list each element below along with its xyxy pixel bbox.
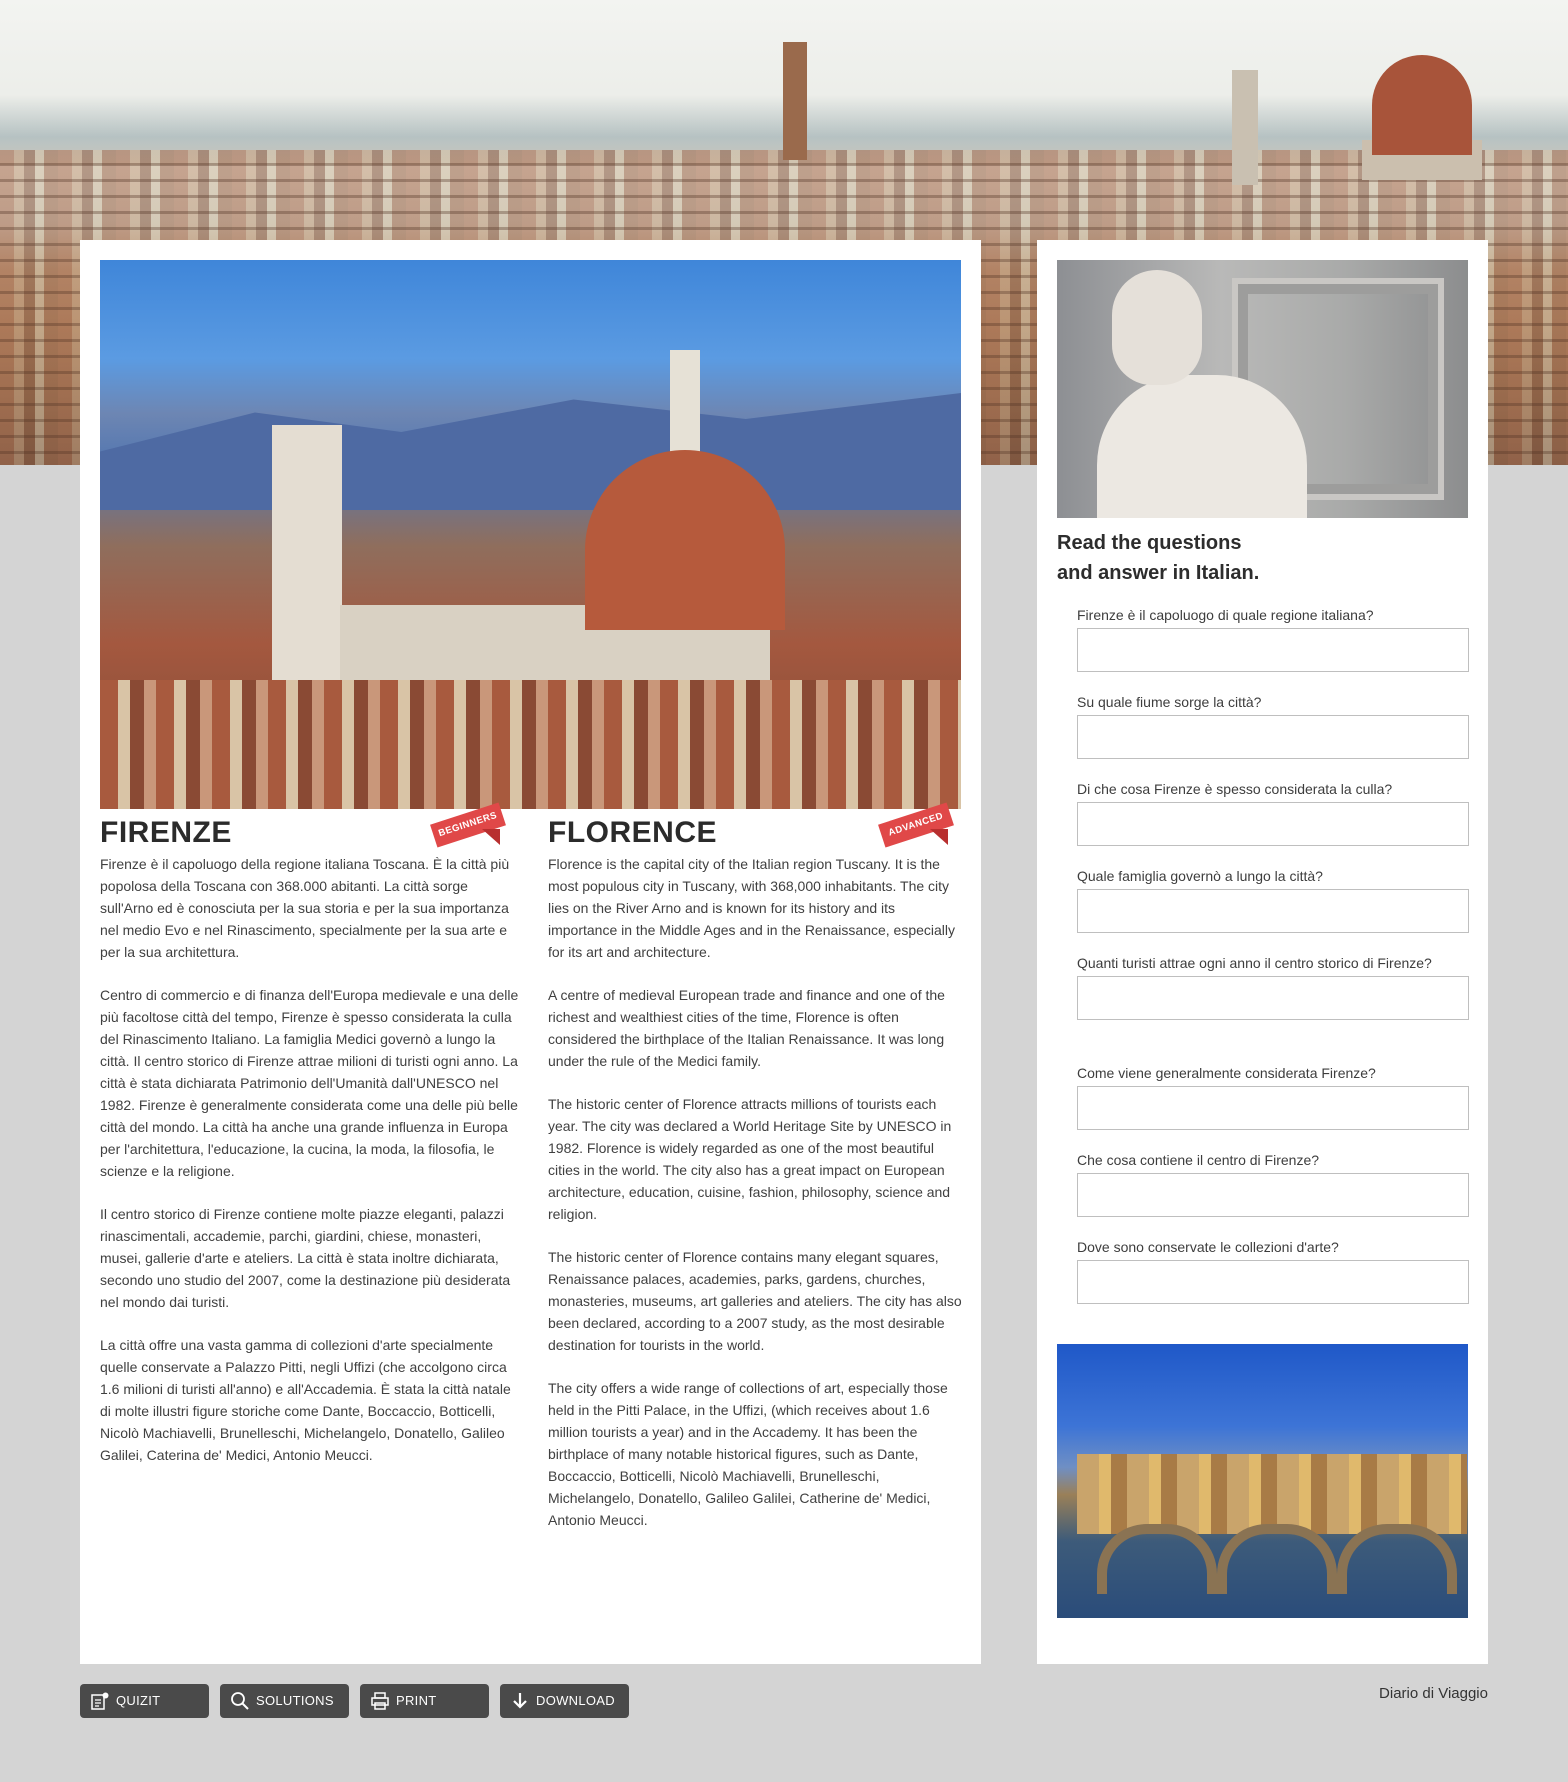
beginners-ribbon-label: BEGINNERS (430, 802, 506, 847)
question-1 (1077, 604, 1467, 672)
quiz-card (1037, 240, 1488, 1664)
question-label: Su quale fiume sorge la città? (1077, 694, 1262, 710)
italian-paragraph: Il centro storico di Firenze contiene molte piazze eleganti, palazzi rinascimentali, accademie, parchi, giardini, chiese, monasteri, musei, gallerie d'arte e ateliers. La città è stata inoltre dichiarata, secondo uno studio del 2007, come la destinazione più desiderata nel mondo dai turisti. (100, 1206, 511, 1310)
english-column (548, 815, 968, 1552)
quiz-title-line2: and answer in Italian. (1057, 562, 1260, 584)
question-label: Quale famiglia governò a lungo la città? (1077, 868, 1323, 884)
english-paragraph: The city offers a wide range of collections of art, especially those held in the Pitti Palace, in the Uffizi, (which receives about 1.6 million tourists a year) and in the Accademy. It has been the birthplace of many notable historical figures, such as Dante, Boccaccio, Botticelli, Nicolò Machiavelli, Brunelleschi, Michelangelo, Donatello, Galileo Galilei, Catherine de' Medici, Antonio Meucci. (548, 1380, 948, 1528)
photo-campanile (272, 425, 342, 690)
quiz-title (1057, 528, 1457, 588)
english-title: FLORENCE (548, 816, 717, 849)
question-label: Come viene generalmente considerata Firenze? (1077, 1065, 1376, 1081)
question-5 (1077, 952, 1467, 1020)
question-label: Che cosa contiene il centro di Firenze? (1077, 1152, 1320, 1168)
english-paragraph: The historic center of Florence attracts millions of tourists each year. The city was declared a World Heritage Site by UNESCO in 1982. Florence is widely regarded as one of the most beautiful cities in the world. The city also has a great impact on European architecture, education, cuisine, fashion, philosophy, science and religion. (548, 1096, 952, 1222)
florence-cathedral-image (100, 260, 961, 809)
ponte-vecchio-image (1057, 1344, 1468, 1618)
answer-input-3[interactable] (1077, 802, 1469, 846)
answer-input-2[interactable] (1077, 715, 1469, 759)
solutions-button-label: SOLUTIONS (256, 1693, 334, 1708)
hero-palazzo-tower (783, 42, 807, 160)
question-3 (1077, 778, 1467, 846)
answer-input-5[interactable] (1077, 976, 1469, 1020)
question-label: Quanti turisti attrae ogni anno il centro storico di Firenze? (1077, 955, 1432, 971)
answer-input-4[interactable] (1077, 889, 1469, 933)
download-arrow-icon (510, 1691, 530, 1711)
answer-input-8[interactable] (1077, 1260, 1469, 1304)
solutions-button[interactable] (220, 1684, 349, 1718)
reading-card (80, 240, 981, 1664)
question-7 (1077, 1149, 1467, 1217)
photo-bridge-arch (1097, 1524, 1217, 1594)
download-button[interactable] (500, 1684, 629, 1718)
question-8 (1077, 1236, 1467, 1304)
hero-bell-tower (1232, 70, 1258, 185)
italian-paragraph: La città offre una vasta gamma di collezioni d'arte specialmente quelle conservate a Palazzo Pitti, negli Uffizi (che accolgono circa 1.6 milioni di turisti all'anno) e all'Accademia. È stata la città natale di molte illustri figure storiche come Dante, Boccaccio, Botticelli, Nicolò Machiavelli, Brunelleschi, Michelangelo, Donatello, Galileo Galilei, Caterina de' Medici, Antonio Meucci. (100, 1337, 511, 1463)
advanced-ribbon-label: ADVANCED (878, 802, 954, 847)
photo-mountains (100, 380, 961, 510)
question-label: Firenze è il capoluogo di quale regione italiana? (1077, 607, 1374, 623)
answer-input-6[interactable] (1077, 1086, 1469, 1130)
print-button[interactable] (360, 1684, 489, 1718)
english-paragraph: Florence is the capital city of the Italian region Tuscany. It is the most populous city in Tuscany, with 368,000 inhabitants. The city lies on the River Arno and is known for its history and its importance in the Middle Ages and in the Renaissance, especially for its art and architecture. (548, 856, 956, 960)
question-label: Di che cosa Firenze è spesso considerata la culla? (1077, 781, 1393, 797)
answer-input-1[interactable] (1077, 628, 1469, 672)
print-button-label: PRINT (396, 1693, 437, 1708)
italian-title: FIRENZE (100, 816, 232, 849)
photo-lantern (670, 350, 700, 460)
quizit-button-label: QUIZIT (116, 1693, 161, 1708)
italian-paragraph: Centro di commercio e di finanza dell'Europa medievale e una delle più facoltose città del tempo, Firenze è spesso considerata la culla del Rinascimento Italiano. La famiglia Medici governò a lungo la città. Il centro storico di Firenze attrae milioni di turisti ogni anno. La città è stata dichiarata Patrimonio dell'Umanità dall'UNESCO nel 1982. Firenze è generalmente considerata come una delle più belle città del mondo. La città ha anche una grande influenza in Europa per l'architettura, l'educazione, la cucina, la moda, la filosofia, le scienze e la religione. (100, 987, 519, 1179)
brand-label: Diario di Viaggio (1379, 1685, 1488, 1702)
photo-statue-head (1112, 270, 1202, 385)
question-2 (1077, 691, 1467, 759)
italian-column (100, 815, 520, 1487)
photo-bridge-arch (1217, 1524, 1337, 1594)
photo-bridge-arch (1337, 1524, 1457, 1594)
italian-paragraph: Firenze è il capoluogo della regione italiana Toscana. È la città più popolosa della Toscana con 368.000 abitanti. La città sorge sull'Arno ed è conosciuta per la sua storia e per la sua importanza nel medio Evo e nel Rinascimento, specialmente per la sua arte e per la sua architettura. (100, 856, 510, 960)
english-paragraph: The historic center of Florence contains many elegant squares, Renaissance palaces, academies, parks, gardens, churches, monasteries, museums, art galleries and ateliers. The city has also been declared, according to a 2007 study, as the most desirable destination for tourists in the world. (548, 1249, 962, 1353)
quiz-icon (90, 1691, 110, 1711)
question-4 (1077, 865, 1467, 933)
quizit-button[interactable] (80, 1684, 209, 1718)
english-paragraph: A centre of medieval European trade and finance and one of the richest and wealthiest cities of the time, Florence is often considered the birthplace of the Italian Renaissance. It was long under the rule of the Medici family. (548, 987, 945, 1069)
hero-cathedral-dome (1372, 55, 1472, 155)
photo-city-roofs (100, 680, 961, 809)
question-6 (1077, 1062, 1467, 1130)
printer-icon (370, 1691, 390, 1711)
question-label: Dove sono conservate le collezioni d'arte? (1077, 1239, 1339, 1255)
david-statue-image (1057, 260, 1468, 518)
photo-statue-torso (1097, 375, 1307, 518)
magnifier-icon (230, 1691, 250, 1711)
answer-input-7[interactable] (1077, 1173, 1469, 1217)
download-button-label: DOWNLOAD (536, 1693, 615, 1708)
photo-bridge-shops (1077, 1454, 1467, 1534)
quiz-title-line1: Read the questions (1057, 532, 1242, 554)
